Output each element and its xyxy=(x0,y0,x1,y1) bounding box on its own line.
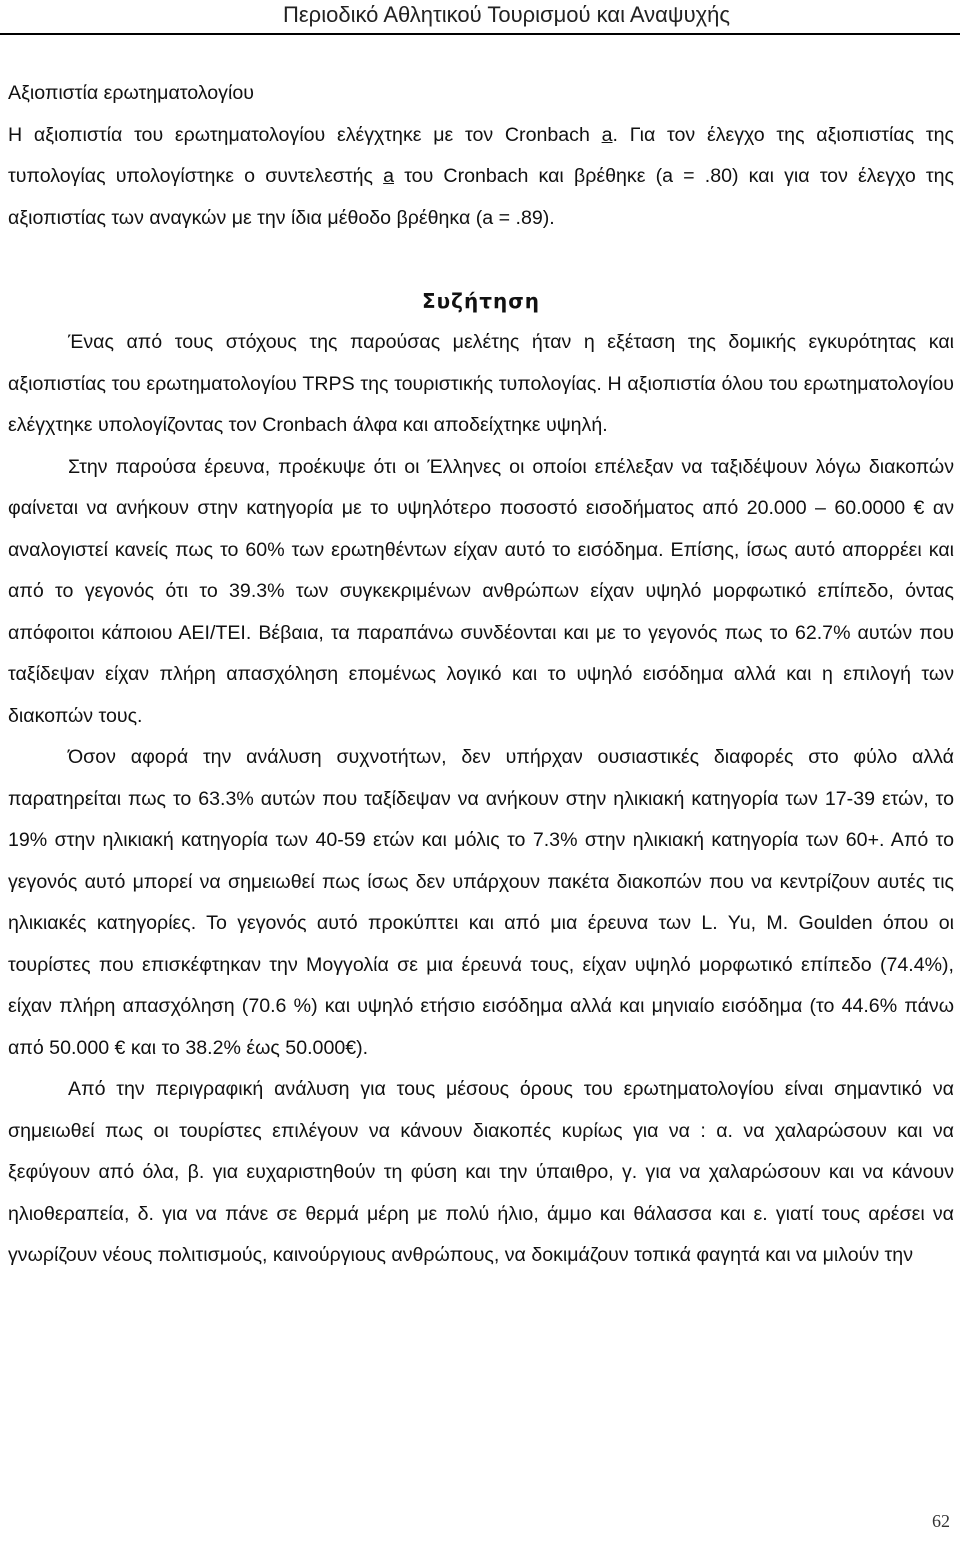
journal-title: Περιοδικό Αθλητικού Τουρισμού και Αναψυχής xyxy=(282,2,730,27)
alpha-symbol: a xyxy=(601,123,613,146)
discussion-paragraph-3: Όσον αφορά την ανάλυση συχνοτήτων, δεν υπήρχαν ουσιαστικές διαφορές στο φύλο αλλά παρατηρείται πως το 63.3% αυτών που ταξίδεψαν να ανήκουν στην ηλικιακή κατηγορία των 17-39 ετών, το 19% στην ηλικιακή κατηγορία των 40-59 ετών και μόλις το 7.3% στην ηλικιακή κατηγορία των 60+. Από το γεγονός αυτό μπορεί να σημειωθεί πως ίσως δεν υπάρχουν πακέτα διακοπών που να κεντρίζουν αυτές τις ηλικιακές κατηγορίες. Το γεγονός αυτό προκύπτει και από μια έρευνα των L. Yu, M. Goulden όπου οι τουρίστες που επισκέφτηκαν την Μογγολία σε μια έρευνά τους, είχαν υψηλό μορφωτικό επίπεδο (74.4%), είχαν πλήρη απασχόληση (70.6 %) και υψηλό ετήσιο εισόδημα αλλά και μηνιαίο εισόδημα (το 44.6% πάνω από 50.000 € και το 38.2% έως 50.000€). xyxy=(8,746,954,1059)
reliability-text-1: Η αξιοπιστία του ερωτηματολογίου ελέγχτηκε με τον Cronbach xyxy=(8,123,602,146)
reliability-text-3: του Cronbach και βρέθηκε (a = .80) και για τον έλεγχο της αξιοπιστίας των αναγκών με την ίδια μέθοδο βρέθηκα (a = .89). xyxy=(8,165,954,229)
page-number: 62 xyxy=(932,1511,950,1531)
page-body xyxy=(8,73,954,1277)
discussion-paragraph-4: Από την περιγραφική ανάλυση για τους μέσους όρους του ερωτηματολογίου είναι σημαντικό να σημειωθεί πως οι τουρίστες επιλέγουν να κάνουν διακοπές κυρίως για να : α. να χαλαρώσουν και να ξεφύγουν από όλα, β. για ευχαριστηθούν τη φύση και την ύπαιθρο, γ. για να χαλαρώσουν και να κάνουν ηλιοθεραπεία, δ. για να πάνε σε θερμά μέρη με πολύ ήλιο, άμμο και θάλασσα και ε. γιατί τους αρέσει να γνωρίζουν νέους πολιτισμούς, καινούργιους ανθρώπους, να δοκιμάζουν τοπικά φαγητά και να μιλούν την xyxy=(8,1078,954,1266)
discussion-paragraph-2: Στην παρούσα έρευνα, προέκυψε ότι οι Έλληνες οι οποίοι επέλεξαν να ταξιδέψουν λόγω διακοπών φαίνεται να ανήκουν στην κατηγορία με το υψηλότερο ποσοστό εισοδήματος από 20.000 – 60.0000 € αν αναλογιστεί κανείς πως το 60% των ερωτηθέντων είχαν αυτό το εισόδημα. Επίσης, ίσως αυτό απορρέει και από το γεγονός ότι το 39.3% των συγκεκριμένων ανθρώπων είχαν υψηλό μορφωτικό επίπεδο, όντας απόφοιτοι κάποιου ΑΕΙ/ΤΕΙ. Βέβαια, τα παραπάνω συνδέονται και με το γεγονός πως το 62.7% αυτών που ταξίδεψαν είχαν πλήρη απασχόληση επομένως λογικό και το υψηλό εισόδημα αλλά και η επιλογή των διακοπών τους. xyxy=(8,455,954,727)
header-rule xyxy=(0,33,960,35)
discussion-paragraph-1: Ένας από τους στόχους της παρούσας μελέτης ήταν η εξέταση της δομικής εγκυρότητας και αξιοπιστίας του ερωτηματολογίου TRPS της τουριστικής τυπολογίας. Η αξιοπιστία όλου του ερωτηματολογίου ελέγχτηκε υπολογίζοντας τον Cronbach άλφα και αποδείχτηκε υψηλή. xyxy=(8,331,954,436)
reliability-paragraph xyxy=(8,115,954,240)
alpha-symbol-2: a xyxy=(383,165,395,187)
spacer xyxy=(8,239,954,281)
reliability-text-2: . Για τον έλεγχο της αξιοπιστίας της τυπολογίας υπολογίστηκε ο συντελεστής xyxy=(8,123,954,187)
reliability-heading: Αξιοπιστία ερωτηματολογίου xyxy=(8,82,254,104)
discussion-heading: Συζήτηση xyxy=(421,288,541,313)
